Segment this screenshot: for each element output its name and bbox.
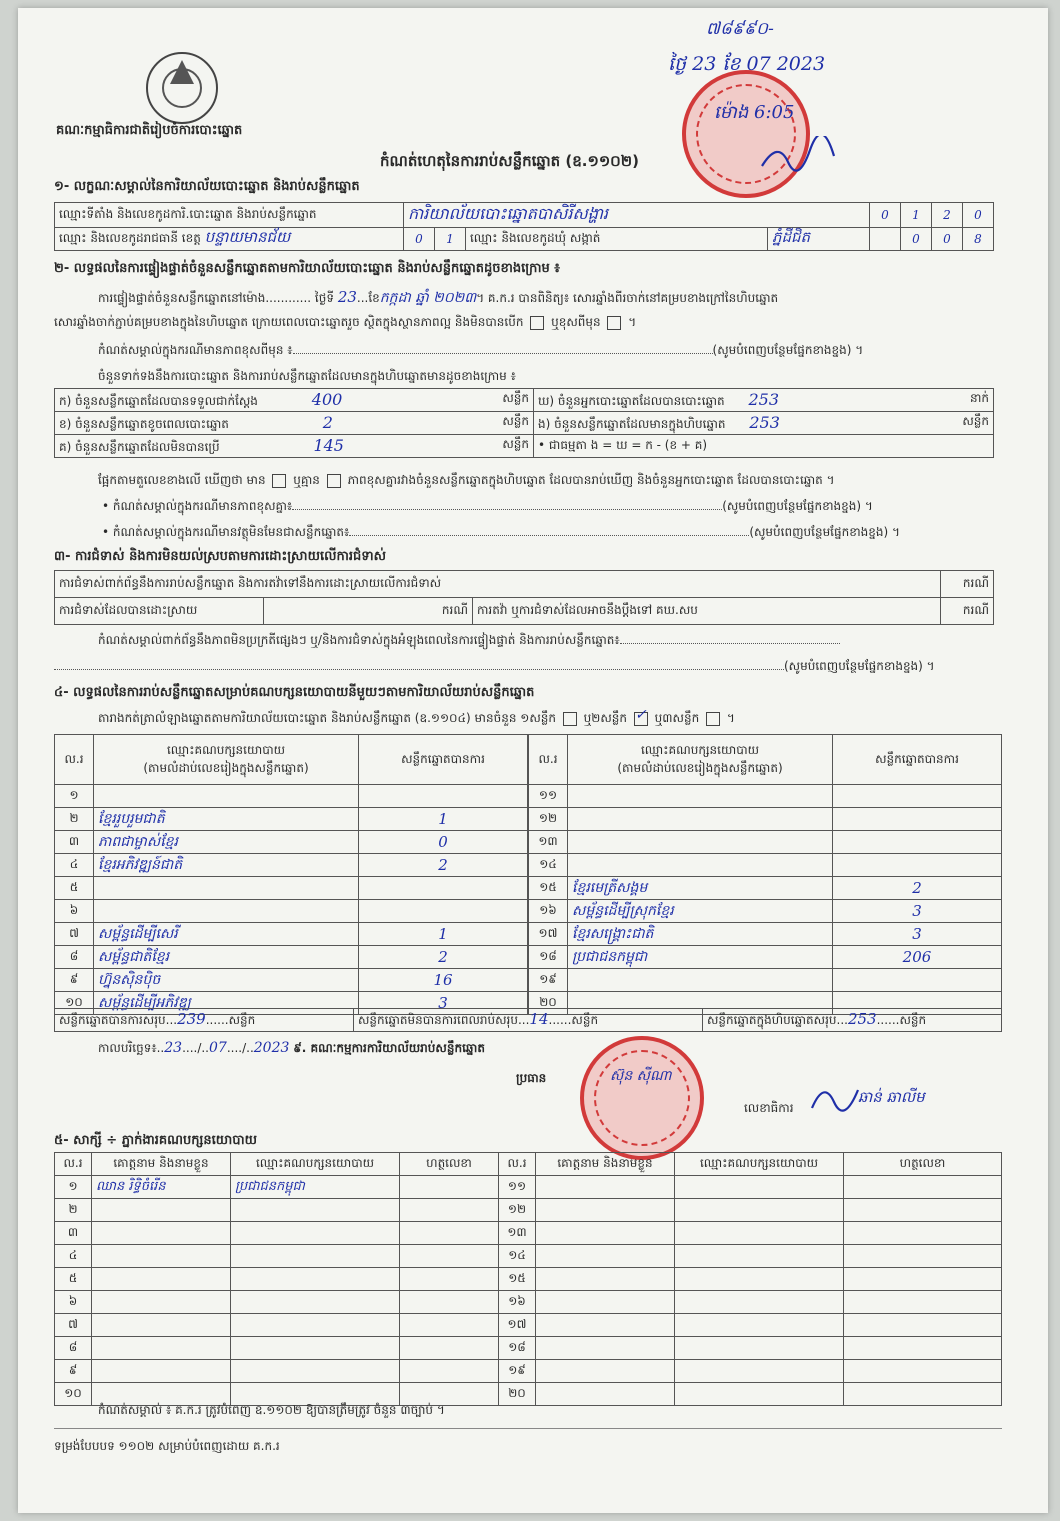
- date-year: 2023: [253, 1040, 290, 1056]
- witness-row: [55, 1291, 1002, 1314]
- party-row: [529, 854, 1002, 877]
- witness-party: [231, 1314, 400, 1337]
- party-votes: [833, 785, 1002, 808]
- chair-name: ស៊ុន ស៊ីណា: [610, 1068, 672, 1084]
- section4-heading: ៤- លទ្ធផលនៃការរាប់សន្លឹកឆ្នោតសម្រាប់គណបក្សនយោបាយនីមួយៗតាមការិយាល័យរាប់សន្លឹកឆ្នោត: [54, 685, 535, 700]
- party-row-number: ១៨: [529, 946, 568, 969]
- witness-number: ៨: [55, 1337, 92, 1360]
- witness-number: ១៦: [499, 1291, 536, 1314]
- party-votes: [359, 785, 528, 808]
- witness-name: [92, 1222, 231, 1245]
- section2-heading: ២- លទ្ធផលនៃការផ្ទៀងផ្ទាត់ចំនួនសន្លឹកឆ្នោតតាមការិយាល័យបោះឆ្នោត និងរាប់សន្លឹកឆ្នោតដូចខាងក្រោម ៖: [54, 261, 560, 276]
- party-votes: 3: [833, 923, 1002, 946]
- commune-code-digit: 8: [963, 228, 994, 251]
- witness-party: [675, 1245, 844, 1268]
- party-row-number: ១៦: [529, 900, 568, 923]
- witness-party: [675, 1176, 844, 1199]
- resolved-case: ករណី: [264, 598, 473, 625]
- witness-number: ១៧: [499, 1314, 536, 1337]
- document-page: [18, 8, 1048, 1513]
- count-ko-value: 145: [313, 435, 344, 455]
- party-row-number: ៥: [55, 877, 94, 900]
- party-row-number: ៣: [55, 831, 94, 854]
- witness-name: [536, 1268, 675, 1291]
- witness-row: [55, 1222, 1002, 1245]
- witness-party: [231, 1360, 400, 1383]
- witness-signature: [844, 1383, 1002, 1406]
- party-votes: [833, 969, 1002, 992]
- lock-status-line: សោរឆ្នាំងចាក់ភ្ជាប់គម្របខាងក្នុងនៃហិបឆ្នោត ក្រោយពេលបោះឆ្នោតរួច ស្ថិតក្នុងស្ថានភាពល្អ និងមិនបានបើក ឬខុសពីមុន ។: [54, 315, 637, 329]
- province-code-digit: 0: [404, 228, 435, 251]
- witness-signature: [400, 1268, 499, 1291]
- witness-number: ៥: [55, 1268, 92, 1291]
- witness-number: ៩: [55, 1360, 92, 1383]
- witness-name: [92, 1199, 231, 1222]
- witness-name: [536, 1176, 675, 1199]
- party-votes: [833, 808, 1002, 831]
- party-name: [94, 877, 359, 900]
- note-difference-line: កំណត់សម្គាល់ក្នុងករណីមានភាពខុសពីមុន ៖ (សូមបំពេញបន្ថែមផ្នែកខាងខ្នង) ។: [98, 343, 864, 357]
- appeal-case: ករណី: [941, 598, 994, 625]
- witness-number: ២០: [499, 1383, 536, 1406]
- party-name: សម្ព័ន្ធជាតិខ្មែរ: [94, 946, 359, 969]
- witness-name: [536, 1291, 675, 1314]
- party-name: [568, 969, 833, 992]
- col-votes: សន្លឹកឆ្នោតបានការ: [833, 735, 1002, 785]
- party-row-number: ២០: [529, 992, 568, 1015]
- witness-name: [536, 1383, 675, 1406]
- chair-label: ប្រធាន: [516, 1071, 547, 1085]
- party-row: [529, 969, 1002, 992]
- party-row: [55, 969, 528, 992]
- party-votes: [359, 900, 528, 923]
- witness-name: [92, 1314, 231, 1337]
- witness-signature: [844, 1222, 1002, 1245]
- party-name: [568, 808, 833, 831]
- checkbox-three-sheets[interactable]: [706, 712, 720, 726]
- witness-row: [55, 1360, 1002, 1383]
- party-row-number: ៩: [55, 969, 94, 992]
- witness-party: [675, 1383, 844, 1406]
- witness-number: ១៩: [499, 1360, 536, 1383]
- party-row: [55, 785, 528, 808]
- total-invalid: 14: [529, 1010, 549, 1028]
- party-row-number: ១១: [529, 785, 568, 808]
- witness-name: [92, 1245, 231, 1268]
- witness-number: ៣: [55, 1222, 92, 1245]
- committee-label: ៩. គណៈកម្មការការិយាល័យរាប់សន្លឹកឆ្នោត: [293, 1041, 485, 1055]
- party-results-table-left: [54, 734, 528, 1015]
- location-table: [54, 202, 994, 251]
- party-row-number: ២: [55, 808, 94, 831]
- party-name: ហ្វ៊ុនស៊ិនប៉ិច: [94, 969, 359, 992]
- party-votes: 1: [359, 923, 528, 946]
- witness-signature: [400, 1337, 499, 1360]
- count-kho-label: ឃ) ចំនួនអ្នកបោះឆ្នោតដែលបានបោះឆ្នោត: [538, 393, 725, 408]
- divider: [54, 1428, 1002, 1429]
- resolved-label: ការជំទាស់ដែលបានដោះស្រាយ: [55, 598, 264, 625]
- count-ngo-label: ង) ចំនួនសន្លឹកឆ្នោតដែលមានក្នុងហិបឆ្នោត: [538, 416, 726, 431]
- witness-party: [231, 1337, 400, 1360]
- date-day: 23: [164, 1040, 183, 1056]
- commune-label: ឈ្មោះ និងលេខកូដឃុំ សង្កាត់: [466, 228, 768, 251]
- witness-signature: [400, 1245, 499, 1268]
- witness-number: ១៨: [499, 1337, 536, 1360]
- commune-code-digit: 0: [932, 228, 963, 251]
- handwritten-number: ៧៨៩៩០-: [706, 19, 774, 39]
- witness-signature: [844, 1291, 1002, 1314]
- party-votes: 0: [359, 831, 528, 854]
- total-valid: 239: [177, 1010, 206, 1028]
- party-row: [529, 831, 1002, 854]
- commune-code-digit: 0: [901, 228, 932, 251]
- party-row: [529, 808, 1002, 831]
- witness-number: ១៤: [499, 1245, 536, 1268]
- count-ko-label: គ) ចំនួនសន្លឹកឆ្នោតដែលមិនបានប្រើ: [59, 439, 220, 454]
- section1-heading: ១- លក្ខណៈសម្គាល់នៃការិយាល័យបោះឆ្នោត និងរាប់សន្លឹកឆ្នោត: [54, 179, 360, 194]
- party-row-number: ១៣: [529, 831, 568, 854]
- witness-signature: [400, 1199, 499, 1222]
- handwritten-time: ម៉ោង 6:05: [714, 102, 795, 123]
- col-no: ល.រ: [529, 735, 568, 785]
- witness-party: [675, 1337, 844, 1360]
- objection-row-case: ករណី: [941, 571, 994, 598]
- section3-heading: ៣- ការជំទាស់ និងការមិនយល់ស្របតាមការដោះស្រាយលើការជំទាស់: [54, 549, 386, 564]
- check-month-year: កក្កដា ឆ្នាំ ២០២៣: [379, 290, 477, 306]
- witness-table: ល.រ គោត្តនាម និងនាមខ្លួន ឈ្មោះគណបក្សនយោបាយ ហត្ថលេខា ល.រ គោត្តនាម និងនាមខ្លួន ឈ្មោះគណបក្សនយោបាយ ហត្ថលេខា ១ ឈាន រិទ្ធិចំរើន ប្រជាជនកម្ពុជា ១១ ២ ១២ ៣ ១៣ ៤ ១៤ ៥ ១៥ ៦ ១៦ ៧ ១៧ ៨ ១៨ ៩ ១៩ ១០ ២០: [54, 1152, 1002, 1406]
- witness-number: ១០: [55, 1383, 92, 1406]
- party-row-number: ១៧: [529, 923, 568, 946]
- count-formula: • ជាធម្មតា ង = ឃ = ក - (ខ + គ): [534, 435, 994, 458]
- party-votes: 1: [359, 808, 528, 831]
- col-votes: សន្លឹកឆ្នោតបានការ: [359, 735, 528, 785]
- location-code-digit: 2: [932, 203, 963, 228]
- checkbox-one-sheet[interactable]: [563, 712, 577, 726]
- party-row: [55, 923, 528, 946]
- witness-name: [536, 1199, 675, 1222]
- secretary-label: លេខាធិការ: [744, 1101, 794, 1115]
- handwritten-signature: [758, 136, 838, 176]
- party-name: [568, 831, 833, 854]
- check-time-line: ការផ្ទៀងផ្ទាត់ចំនួនសន្លឹកឆ្នោតនៅម៉ោង............ ថ្ងៃទី 23...ខែកក្កដា ឆ្នាំ ២០២៣។ គ.ក.រ បានពិនិត្យ៖ សោរឆ្នាំងពីរចាក់នៅគម្របខាងក្រៅនៃហិបឆ្នោត: [98, 288, 779, 306]
- witness-party: ប្រជាជនកម្ពុជា: [231, 1176, 400, 1199]
- party-row-number: ១០: [55, 992, 94, 1015]
- witness-name: [92, 1291, 231, 1314]
- witness-name: [92, 1360, 231, 1383]
- witness-name: [536, 1222, 675, 1245]
- witness-number: ៧: [55, 1314, 92, 1337]
- objection-table: [54, 570, 994, 625]
- col-party: ឈ្មោះគណបក្សនយោបាយ (តាមលំដាប់លេខរៀងក្នុងសន្លឹកឆ្នោត): [568, 735, 833, 785]
- party-row: [55, 831, 528, 854]
- party-votes: 3: [359, 992, 528, 1015]
- witness-signature: [844, 1245, 1002, 1268]
- checkbox-two-sheets[interactable]: ✓: [634, 712, 648, 726]
- witness-number: ២: [55, 1199, 92, 1222]
- witness-number: ៤: [55, 1245, 92, 1268]
- secretary-name: ឆាន់ ឆាលីម: [858, 1088, 925, 1106]
- witness-name: [536, 1314, 675, 1337]
- witness-signature: [400, 1291, 499, 1314]
- witness-party: [231, 1291, 400, 1314]
- count-ka-value: 400: [311, 389, 343, 409]
- totals-row: សន្លឹកឆ្នោតបានការសរុប...239......សន្លឹក សន្លឹកឆ្នោតមិនបានការពេលរាប់សរុប...14......សន្លឹក សន្លឹកឆ្នោតក្នុងហិបឆ្នោតសរុប...253......សន្លឹក: [54, 1008, 1002, 1032]
- party-name: ខ្មែរសង្គ្រោះជាតិ: [568, 923, 833, 946]
- checkbox-has-difference[interactable]: [272, 474, 286, 488]
- count-kho-value: 253: [748, 389, 779, 409]
- party-votes: 2: [359, 854, 528, 877]
- irregularity-note: កំណត់សម្គាល់ពាក់ព័ន្ធនឹងភាពមិនប្រក្រតីផ្សេងៗ ឬ/និងការជំទាស់ក្នុងអំឡុងពេលនៃការផ្ទៀងផ្ទាត់ និងការរាប់សន្លឹកឆ្នោត៖: [98, 632, 998, 650]
- checkbox-no-difference[interactable]: [327, 474, 341, 488]
- witness-party: [675, 1268, 844, 1291]
- witness-party: [675, 1199, 844, 1222]
- party-votes: [833, 854, 1002, 877]
- witness-signature: [400, 1176, 499, 1199]
- party-votes: 2: [359, 946, 528, 969]
- count-kha-value: 2: [322, 412, 333, 432]
- witness-name: [92, 1337, 231, 1360]
- party-name: [94, 785, 359, 808]
- party-row: [529, 785, 1002, 808]
- irregularity-fill-line: (សូមបំពេញបន្ថែមផ្នែកខាងខ្នង) ។: [54, 658, 994, 676]
- party-row-number: ១: [55, 785, 94, 808]
- commune-value: ភ្នំដីជិត: [767, 228, 869, 251]
- witness-signature: [844, 1199, 1002, 1222]
- section5-heading: ៥- សាក្សី ÷ ភ្នាក់ងារគណបក្សនយោបាយ: [54, 1133, 257, 1148]
- official-stamp: [682, 70, 810, 198]
- location-name-label: ឈ្មោះទីតាំង និងលេខកូដការិ.បោះឆ្នោត និងរាប់សន្លឹកឆ្នោត: [55, 203, 404, 228]
- province-value: បន្ទាយមានជ័យ: [204, 228, 291, 246]
- witness-party: [231, 1222, 400, 1245]
- witness-row: [55, 1314, 1002, 1337]
- location-name-value: ការិយាល័យបោះឆ្នោតបាសិរីសង្ហារ: [404, 203, 870, 228]
- party-name: [568, 854, 833, 877]
- count-kha-label: ខ) ចំនួនសន្លឹកឆ្នោតខូចពេលបោះឆ្នោត: [59, 416, 229, 431]
- party-row-number: ៤: [55, 854, 94, 877]
- witness-signature: [844, 1176, 1002, 1199]
- party-results-table-right: [528, 734, 1002, 1015]
- party-votes: 206: [833, 946, 1002, 969]
- witness-name: ឈាន រិទ្ធិចំរើន: [92, 1176, 231, 1199]
- witness-party: [675, 1360, 844, 1383]
- party-row: [55, 946, 528, 969]
- province-code-digit: 1: [435, 228, 466, 251]
- witness-row: [55, 1268, 1002, 1291]
- witness-number: ៦: [55, 1291, 92, 1314]
- party-row-number: ៧: [55, 923, 94, 946]
- witness-row: [55, 1199, 1002, 1222]
- witness-signature: [400, 1314, 499, 1337]
- witness-party: [231, 1268, 400, 1291]
- witness-name: [536, 1360, 675, 1383]
- count-ngo-value: 253: [749, 412, 780, 432]
- count-ka-label: ក) ចំនួនសន្លឹកឆ្នោតដែលបានទទួលជាក់ស្តែង: [59, 393, 258, 408]
- col-party: ឈ្មោះគណបក្សនយោបាយ (តាមលំដាប់លេខរៀងក្នុងសន្លឹកឆ្នោត): [94, 735, 359, 785]
- location-code-digit: 0: [963, 203, 994, 228]
- party-name: ខ្មែររួបរួមជាតិ: [94, 808, 359, 831]
- witness-party: [231, 1199, 400, 1222]
- date-month: 07: [209, 1040, 227, 1056]
- secretary-signature: [808, 1078, 864, 1114]
- witness-party: [675, 1222, 844, 1245]
- location-code-digit: 1: [901, 203, 932, 228]
- witness-number: ១២: [499, 1199, 536, 1222]
- party-name: ភាពជាម្ចាស់ខ្មែរ: [94, 831, 359, 854]
- party-votes: 16: [359, 969, 528, 992]
- witness-signature: [844, 1268, 1002, 1291]
- party-row-number: ១២: [529, 808, 568, 831]
- party-votes: [359, 877, 528, 900]
- witness-signature: [844, 1337, 1002, 1360]
- form-title: កំណត់ហេតុនៃការរាប់សន្លឹកឆ្នោត (ឧ.១១០២): [380, 152, 640, 170]
- witness-signature: [844, 1360, 1002, 1383]
- party-row-number: ១៩: [529, 969, 568, 992]
- witness-number: ១: [55, 1176, 92, 1199]
- party-row-number: ៦: [55, 900, 94, 923]
- tally-sheet-line: តារាងកត់ត្រាលំឡាងឆ្នោតតាមការិយាល័យបោះឆ្នោត និងរាប់សន្លឹកឆ្នោត (ឧ.១១០៤) មានចំនួន ១សន្លឹក ឬ២សន្លឹក ✓ ឬ៣សន្លឹក ។: [98, 706, 735, 725]
- witness-party: [675, 1314, 844, 1337]
- party-name: ខ្មែរអភិវឌ្ឍន៍ជាតិ: [94, 854, 359, 877]
- party-row: [55, 900, 528, 923]
- party-row: [529, 946, 1002, 969]
- date-line: កាលបរិច្ឆេទ៖..23..../..07..../..2023 ៩. គណៈកម្មការការិយាល័យរាប់សន្លឹកឆ្នោត: [98, 1040, 485, 1056]
- party-row-number: ១៥: [529, 877, 568, 900]
- witness-name: [536, 1245, 675, 1268]
- party-row: [529, 877, 1002, 900]
- footnote: កំណត់សម្គាល់ ៖ គ.ក.រ ត្រូវបំពេញ ឧ.១១០២ ឱ្យបានត្រឹមត្រូវ ចំនួន ៣ច្បាប់ ។: [98, 1403, 445, 1417]
- witness-row: [55, 1245, 1002, 1268]
- party-row-number: ១៤: [529, 854, 568, 877]
- province-label: ឈ្មោះ និងលេខកូដរាជធានី ខេត្ត បន្ទាយមានជ័យ: [55, 228, 404, 251]
- witness-number: ១១: [499, 1176, 536, 1199]
- witness-name: [536, 1337, 675, 1360]
- form-footer: ទម្រង់បែបបទ ១១០២ សម្រាប់បំពេញដោយ គ.ក.រ: [54, 1439, 280, 1453]
- witness-number: ១៣: [499, 1222, 536, 1245]
- total-in-box: 253: [847, 1010, 877, 1028]
- party-name: [568, 785, 833, 808]
- nec-logo: [146, 52, 218, 124]
- party-name: សម្ព័ន្ធដើម្បីស្រុកខ្មែរ: [568, 900, 833, 923]
- commission-name: គណៈកម្មាធិការជាតិរៀបចំការបោះឆ្នោត: [56, 123, 243, 138]
- party-name: [94, 900, 359, 923]
- party-row: [529, 923, 1002, 946]
- checkbox-unchanged[interactable]: [530, 316, 544, 330]
- counts-table: ក) ចំនួនសន្លឹកឆ្នោតដែលបានទទួលជាក់ស្តែង 400 សន្លឹក ឃ) ចំនួនអ្នកបោះឆ្នោតដែលបានបោះឆ្នោត 253 នាក់ ខ) ចំនួនសន្លឹកឆ្នោតខូចពេលបោះឆ្នោត 2 សន្លឹក ង) ចំនួនសន្លឹកឆ្នោតដែលមានក្នុងហិបឆ្នោត 253 សន្លឹក គ) ចំនួនសន្លឹកឆ្នោតដែលមិនបានប្រើ 145 សន្លឹក • ជាធម្មតា ង = ឃ = ក - (ខ + គ): [54, 388, 994, 458]
- difference-check-line: ផ្អែកតាមតួលេខខាងលើ ឃើញថា មាន ឬគ្មាន ភាពខុសគ្នារវាងចំនួនសន្លឹកឆ្នោតក្នុងហិបឆ្នោត ដែលបានរាប់ឃើញ និងចំនួនអ្នកបោះឆ្នោត ដែលបានបោះឆ្នោត ។: [98, 473, 835, 487]
- location-code-digit: 0: [870, 203, 901, 228]
- witness-signature: [844, 1314, 1002, 1337]
- party-row: [55, 877, 528, 900]
- note-foreign-object-line: • កំណត់សម្គាល់ក្នុងករណីមានវត្ថុមិនមែនជាសន្លឹកឆ្នោត៖ (សូមបំពេញបន្ថែមផ្នែកខាងខ្នង) ។: [102, 525, 900, 539]
- party-row: [55, 854, 528, 877]
- witness-signature: [400, 1360, 499, 1383]
- party-name: ប្រជាជនកម្ពុជា: [568, 946, 833, 969]
- witness-party: [231, 1245, 400, 1268]
- witness-signature: [400, 1222, 499, 1245]
- checkbox-changed[interactable]: [607, 316, 621, 330]
- witness-party: [675, 1291, 844, 1314]
- appeal-label: ការតវ៉ា ឬការជំទាស់ដែលអាចនឹងប្តឹងទៅ គឃ.សប: [473, 598, 941, 625]
- party-votes: 3: [833, 900, 1002, 923]
- counts-intro: ចំនួនទាក់ទងនឹងការបោះឆ្នោត និងការរាប់សន្លឹកឆ្នោតដែលមានក្នុងហិបឆ្នោតមានដូចខាងក្រោម ៖: [98, 369, 516, 383]
- note-mismatch-line: • កំណត់សម្គាល់ក្នុងករណីមានភាពខុសគ្នា៖ (សូមបំពេញបន្ថែមផ្នែកខាងខ្នង) ។: [102, 499, 873, 513]
- party-row: [529, 900, 1002, 923]
- objection-row-label: ការជំទាស់ពាក់ព័ន្ធនឹងការរាប់សន្លឹកឆ្នោត និងការតវ៉ាទៅនឹងការដោះស្រាយលើការជំទាស់: [55, 571, 941, 598]
- party-name: សម្ព័ន្ធដើម្បីសេរី: [94, 923, 359, 946]
- col-no: ល.រ: [55, 735, 94, 785]
- party-votes: [833, 831, 1002, 854]
- handwritten-date: ថ្ងៃ 23 ខែ 07 2023: [668, 53, 826, 75]
- party-name: ខ្មែរមេត្រីសង្គម: [568, 877, 833, 900]
- witness-name: [92, 1268, 231, 1291]
- check-day: 23: [337, 288, 357, 306]
- party-votes: 2: [833, 877, 1002, 900]
- witness-number: ១៥: [499, 1268, 536, 1291]
- committee-stamp: [580, 1036, 704, 1160]
- witness-row: [55, 1176, 1002, 1199]
- party-row-number: ៨: [55, 946, 94, 969]
- witness-row: [55, 1337, 1002, 1360]
- party-name: សម្ព័ន្ធដើម្បីអភិវឌ្ឍ: [94, 992, 359, 1015]
- party-row: [55, 808, 528, 831]
